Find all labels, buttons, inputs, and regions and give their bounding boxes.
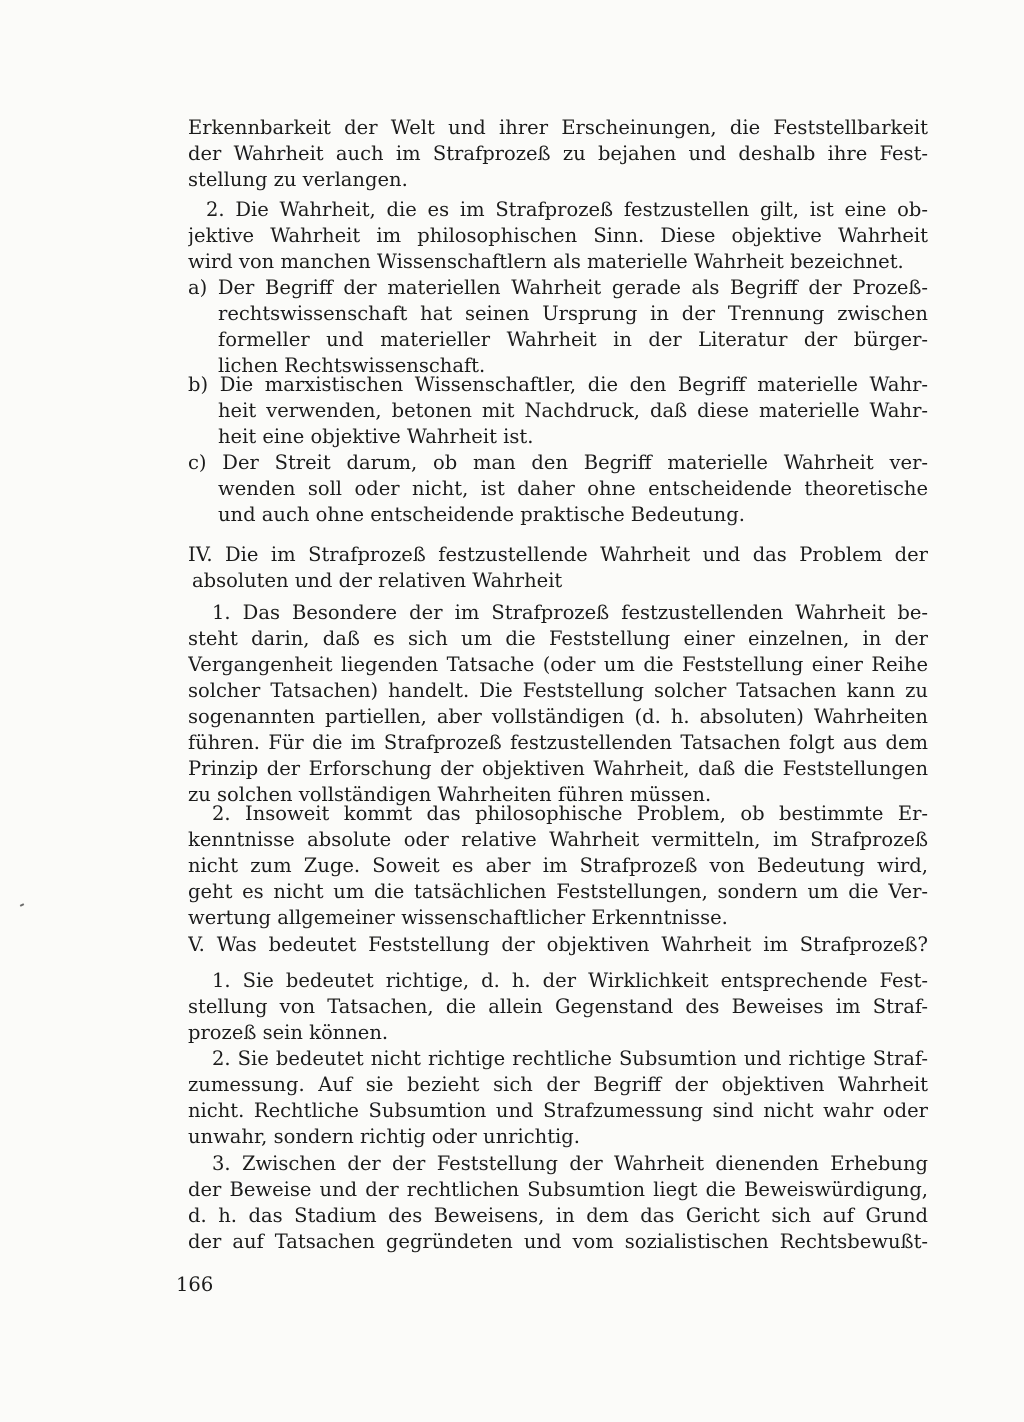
text-line: a) Der Begriff der materiellen Wahrheit gerade als Begriff der Prozeß- bbox=[188, 276, 928, 299]
section-heading-iv bbox=[188, 542, 928, 594]
text-line: Erkennbarkeit der Welt und ihrer Erscheinungen, die Feststellbarkeit bbox=[188, 116, 928, 139]
text-line: nicht. Rechtliche Subsumtion und Strafzumessung sind nicht wahr oder bbox=[188, 1099, 928, 1122]
text-line: c) Der Streit darum, ob man den Begriff materielle Wahrheit ver- bbox=[188, 451, 928, 474]
paragraph-iv-1 bbox=[188, 600, 928, 808]
paragraph-point-2 bbox=[188, 197, 928, 275]
text-line: jektive Wahrheit im philosophischen Sinn. Diese objektive Wahrheit bbox=[188, 224, 928, 247]
text-line: unwahr, sondern richtig oder unrichtig. bbox=[188, 1125, 580, 1148]
text-line: 3. Zwischen der der Feststellung der Wahrheit dienenden Erhebung bbox=[212, 1152, 928, 1175]
text-line: wenden soll oder nicht, ist daher ohne entscheidende theoretische bbox=[218, 477, 928, 500]
text-line: steht darin, daß es sich um die Feststellung einer einzelnen, in der bbox=[188, 627, 928, 650]
text-line: solcher Tatsachen) handelt. Die Feststellung solcher Tatsachen kann zu bbox=[188, 679, 928, 702]
text-line: zumessung. Auf sie bezieht sich der Begriff der objektiven Wahrheit bbox=[188, 1073, 928, 1096]
text-line: kenntnisse absolute oder relative Wahrheit vermitteln, im Strafprozeß bbox=[188, 828, 928, 851]
text-line: zu solchen vollständigen Wahrheiten führen müssen. bbox=[188, 783, 712, 806]
text-line: sogenannten partiellen, aber vollständigen (d. h. absoluten) Wahrheiten bbox=[188, 705, 928, 728]
text-line: 1. Sie bedeutet richtige, d. h. der Wirklichkeit entsprechende Fest- bbox=[212, 969, 928, 992]
text-line: führen. Für die im Strafprozeß festzustellenden Tatsachen folgt aus dem bbox=[188, 731, 928, 754]
paragraph-v-1 bbox=[188, 968, 928, 1046]
list-item-a bbox=[188, 275, 928, 379]
text-line: d. h. das Stadium des Beweisens, in dem das Gericht sich auf Grund bbox=[188, 1204, 928, 1227]
text-line: und auch ohne entscheidende praktische Bedeutung. bbox=[218, 503, 745, 526]
paragraph-iv-2 bbox=[188, 801, 928, 931]
text-line: V. Was bedeutet Feststellung der objektiven Wahrheit im Strafprozeß? bbox=[188, 933, 928, 956]
list-item-c bbox=[188, 450, 928, 528]
paragraph-v-2 bbox=[188, 1046, 928, 1150]
text-line: rechtswissenschaft hat seinen Ursprung in der Trennung zwischen bbox=[218, 302, 928, 325]
paragraph-v-3 bbox=[188, 1151, 928, 1255]
text-line: geht es nicht um die tatsächlichen Feststellungen, sondern um die Ver- bbox=[188, 880, 928, 903]
text-line: Vergangenheit liegenden Tatsache (oder um die Feststellung einer Reihe bbox=[188, 653, 928, 676]
text-line: 2. Insoweit kommt das philosophische Problem, ob bestimmte Er- bbox=[212, 802, 928, 825]
text-line: formeller und materieller Wahrheit in der Literatur der bürger- bbox=[218, 328, 928, 351]
section-heading-v bbox=[188, 932, 928, 958]
text-line: stellung zu verlangen. bbox=[188, 168, 408, 191]
text-line: der Beweise und der rechtlichen Subsumtion liegt die Beweiswürdigung, bbox=[188, 1178, 928, 1201]
text-line: Prinzip der Erforschung der objektiven Wahrheit, daß die Feststellungen bbox=[188, 757, 928, 780]
text-line: IV. Die im Strafprozeß festzustellende Wahrheit und das Problem der bbox=[188, 543, 928, 566]
paragraph-continuation bbox=[188, 115, 928, 193]
page-number: 166 bbox=[176, 1273, 214, 1296]
list-item-b bbox=[188, 372, 928, 450]
text-line: wird von manchen Wissenschaftlern als materielle Wahrheit bezeichnet. bbox=[188, 250, 904, 273]
scan-speck bbox=[20, 903, 24, 907]
text-line: b) Die marxistischen Wissenschaftler, die den Begriff materielle Wahr- bbox=[188, 373, 928, 396]
text-line: prozeß sein können. bbox=[188, 1021, 389, 1044]
text-line: heit eine objektive Wahrheit ist. bbox=[218, 425, 534, 448]
text-line: absoluten und der relativen Wahrheit bbox=[192, 569, 563, 592]
text-line: lichen Rechtswissenschaft. bbox=[218, 354, 486, 377]
text-line: heit verwenden, betonen mit Nachdruck, daß diese materielle Wahr- bbox=[218, 399, 928, 422]
text-line: 2. Sie bedeutet nicht richtige rechtliche Subsumtion und richtige Straf- bbox=[212, 1047, 928, 1070]
text-line: 1. Das Besondere der im Strafprozeß festzustellenden Wahrheit be- bbox=[212, 601, 928, 624]
text-line: stellung von Tatsachen, die allein Gegenstand des Beweises im Straf- bbox=[188, 995, 928, 1018]
text-line: wertung allgemeiner wissenschaftlicher Erkenntnisse. bbox=[188, 906, 728, 929]
text-line: 2. Die Wahrheit, die es im Strafprozeß festzustellen gilt, ist eine ob- bbox=[206, 198, 928, 221]
text-line: der Wahrheit auch im Strafprozeß zu bejahen und deshalb ihre Fest- bbox=[188, 142, 928, 165]
text-line: der auf Tatsachen gegründeten und vom sozialistischen Rechtsbewußt- bbox=[188, 1230, 928, 1253]
text-line: nicht zum Zuge. Soweit es aber im Strafprozeß von Bedeutung wird, bbox=[188, 854, 928, 877]
